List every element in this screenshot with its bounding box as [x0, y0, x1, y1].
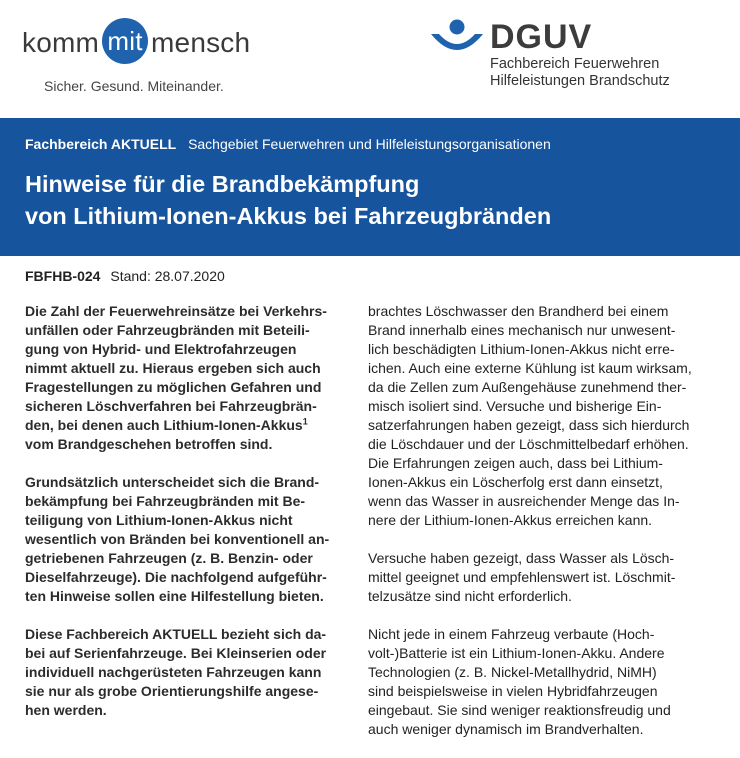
text-line: bei auf Serienfahrzeuge. Bei Kleinserien oder [25, 645, 327, 661]
text-line: Die Zahl der Feuerwehreinsätze bei Verkehrs- [25, 303, 327, 319]
text-line: sicheren Löschverfahren bei Fahrzeugbrän- [25, 398, 317, 414]
text-line: den, bei denen auch Lithium-Ionen-Akkus$^1$ [25, 416, 308, 433]
text-line: ten Hinweise sollen eine Hilfestellung bieten. [25, 588, 324, 604]
text-line: Versuche haben gezeigt, dass Wasser als Lösch- [368, 550, 675, 566]
text-line: Grundsätzlich unterscheidet sich die Brand- [25, 474, 320, 490]
dguv-wordmark: DGUV [490, 18, 593, 56]
text-line: Die Erfahrungen zeigen auch, dass bei Lithium- [368, 455, 663, 471]
text-line: getriebenen Fahrzeugen (z. B. Benzin- oder [25, 550, 313, 566]
intro-paragraph-2 [25, 473, 355, 606]
text-line: nimmt aktuell zu. Hieraus ergeben sich auch [25, 360, 321, 376]
logo-mit-circle: mit [102, 18, 148, 64]
document-meta [25, 268, 225, 284]
text-line: ichen. Auch eine externe Kühlung ist kaum wirksam, [368, 360, 692, 376]
text-line: sind beispielsweise in vielen Hybridfahrzeugen [368, 683, 658, 699]
text-line: brachtes Löschwasser den Brandherd bei einem [368, 303, 669, 319]
intro-paragraph-3 [25, 625, 355, 720]
text-line: gung von Hybrid- und Elektrofahrzeugen [25, 341, 297, 357]
body-paragraph-3 [368, 625, 714, 739]
body-paragraph-1 [368, 302, 714, 530]
document-date: Stand: 28.07.2020 [110, 268, 225, 284]
text-line: Fragestellungen zu möglichen Gefahren und [25, 379, 322, 395]
text-line: nere der Lithium-Ionen-Akkus erreichen kann. [368, 512, 653, 528]
text-line: misch isoliert sind. Versuche und bisherige Ein- [368, 398, 662, 414]
dguv-logo [428, 14, 670, 89]
text-line: eingebaut. Sie sind weniger reaktionsfreudig und [368, 702, 671, 718]
body-paragraph-2 [368, 549, 714, 606]
text-line: teiligung von Lithium-Ionen-Akkus nicht [25, 512, 293, 528]
text-line: individuell nachgerüsteten Fahrzeugen kann [25, 664, 322, 680]
text-line: telzusätze sind nicht erforderlich. [368, 588, 572, 604]
logo-mensch: mensch [151, 27, 251, 58]
text-line: Technologien (z. B. Nickel-Metallhydrid, NiMH) [368, 664, 657, 680]
kommmitmensch-logo [22, 20, 250, 94]
dguv-subtitle-line: Hilfeleistungen Brandschutz [490, 73, 670, 89]
text-line: wesentlich von Bränden bei konventionell an- [25, 531, 330, 547]
dguv-subtitle [490, 56, 670, 90]
text-line: Diese Fachbereich AKTUELL bezieht sich da- [25, 626, 327, 642]
text-line: Ionen-Akkus ein Löscherfolg erst dann einsetzt, [368, 474, 663, 490]
title-banner [0, 118, 740, 256]
document-title [25, 168, 551, 232]
banner-subject: Sachgebiet Feuerwehren und Hilfeleistungsorganisationen [188, 136, 551, 152]
footnote-marker: 1 [302, 416, 308, 427]
dguv-subtitle-line: Fachbereich Feuerwehren [490, 56, 660, 72]
text-line: die Löschdauer und der Löschmittelbedarf erhöhen. [368, 436, 689, 452]
text-line: vom Brandgeschehen betroffen sind. [25, 436, 273, 452]
text-line: auch weniger dynamisch im Brandverhalten. [368, 721, 644, 737]
text-line: wenn das Wasser in ausreichender Menge das In- [368, 493, 680, 509]
text-line: Nicht jede in einem Fahrzeug verbaute (Hoch- [368, 626, 655, 642]
text-line: sie nur als grobe Orientierungshilfe angese- [25, 683, 319, 699]
logo-tagline: Sicher. Gesund. Miteinander. [44, 78, 224, 94]
text-line: satzerfahrungen haben gezeigt, dass sich hierdurch [368, 417, 690, 433]
text-line: unfällen oder Fahrzeugbränden mit Beteili- [25, 322, 310, 338]
right-column [368, 302, 714, 758]
text-line: hen werden. [25, 702, 107, 718]
left-column [25, 302, 355, 739]
text-line: Brand innerhalb eines mechanisch nur unwesent- [368, 322, 676, 338]
dguv-emblem-icon [428, 14, 486, 64]
intro-paragraph-1 [25, 302, 355, 454]
text-line: da die Zellen zum Außengehäuse zunehmend ther- [368, 379, 687, 395]
text-line: Dieselfahrzeuge). Die nachfolgend aufgeführ- [25, 569, 327, 585]
kommmitmensch-wordmark [22, 20, 250, 66]
logo-komm: komm [22, 27, 100, 58]
banner-header [25, 136, 551, 152]
document-title-line: von Lithium-Ionen-Akkus bei Fahrzeugbränden [25, 203, 552, 229]
text-line: bekämpfung bei Fahrzeugbränden mit Be- [25, 493, 306, 509]
text-line: volt-)Batterie ist ein Lithium-Ionen-Akku. Andere [368, 645, 665, 661]
banner-label: Fachbereich AKTUELL [25, 136, 177, 152]
text-line: lich beschädigten Lithium-Ionen-Akkus nicht erre- [368, 341, 675, 357]
document-id: FBFHB-024 [25, 268, 101, 284]
document-title-line: Hinweise für die Brandbekämpfung [25, 171, 420, 197]
text-line: mittel geeignet und empfehlenswert ist. Löschmit- [368, 569, 676, 585]
